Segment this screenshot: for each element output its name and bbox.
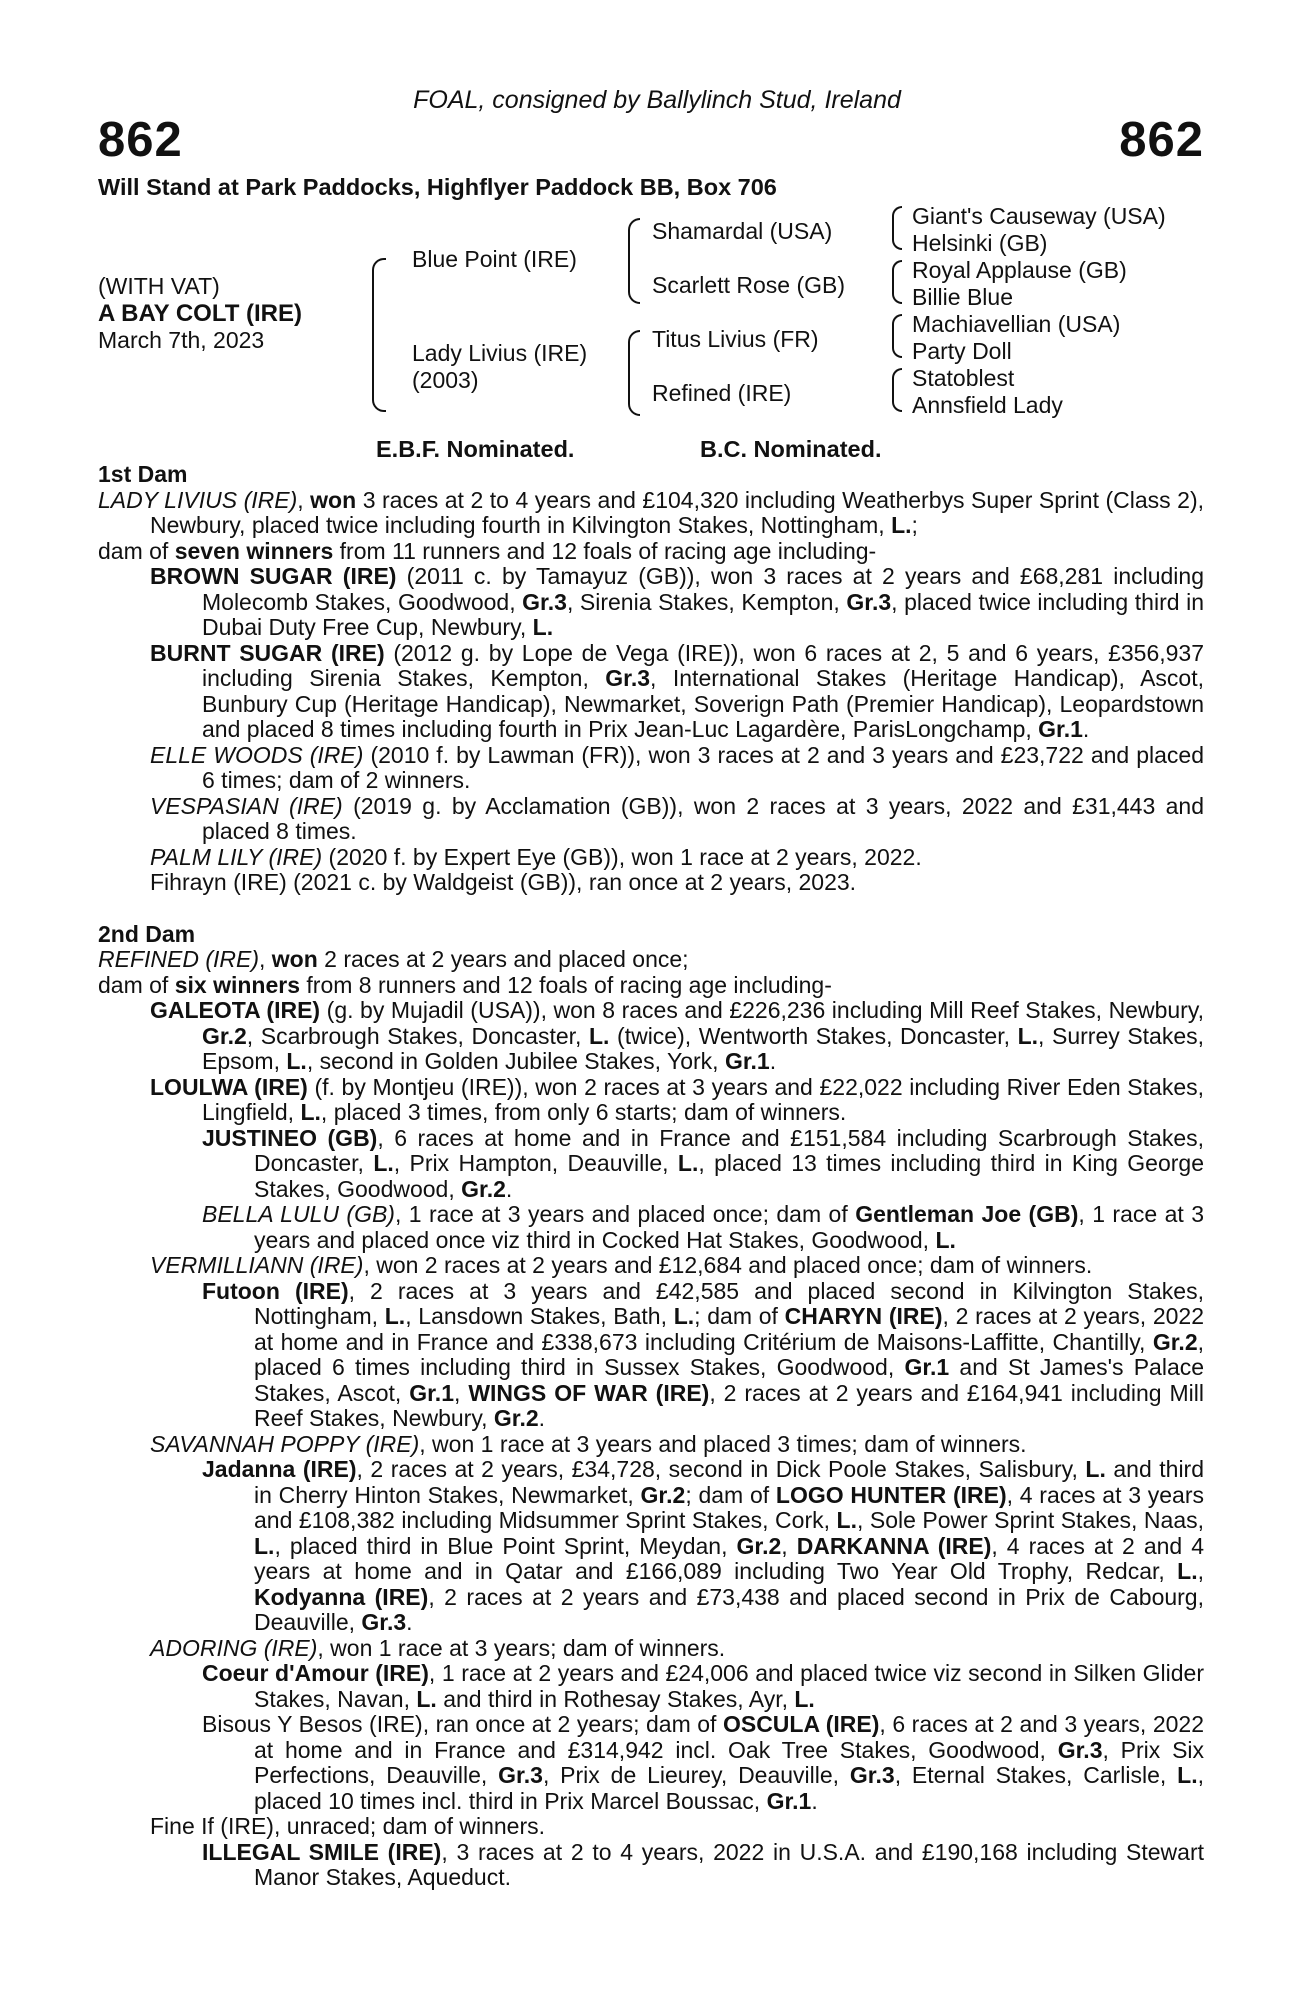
- horse-name: Jadanna (IRE): [202, 1456, 357, 1482]
- pedigree-brace-sd: [892, 260, 902, 304]
- text: 2 races at 2 years and placed once;: [324, 946, 689, 972]
- second-dam-produce-summary: [98, 973, 1204, 999]
- text: (2010 f. by Lawman (FR)), won 3 races at 2 and 3 years and £23,722 and placed 6 times; dam of 2 winners.: [202, 741, 1204, 793]
- listed-mark: L.: [673, 1303, 695, 1329]
- text: , International Stakes (Heritage Handicap), Ascot, Bunbury Cup (Heritage Handicap), Newmarket, Soverign Path (Premier Handicap), Leopardstown and placed 8 times including fourth in Prix Jean-Luc Lagardère, ParisLongchamp,: [202, 665, 1204, 742]
- listed-mark: L.: [384, 1303, 406, 1329]
- text: ,: [454, 1379, 461, 1406]
- pedigree-brace-ss: [892, 206, 902, 250]
- horse-name: DARKANNA (IRE): [796, 1532, 992, 1559]
- text: and third in Rothesay Stakes, Ayr,: [443, 1685, 788, 1712]
- text: , second in Golden Jubilee Stakes, York,: [306, 1048, 719, 1074]
- text: .: [505, 1175, 513, 1202]
- horse-name: Coeur d'Amour (IRE): [202, 1660, 429, 1686]
- produce-illegal-smile: [202, 1840, 1204, 1891]
- grade: Gr.2: [640, 1481, 686, 1508]
- text: , 1 race at 2 years and £24,006 and placed twice viz second in Silken Glider Stakes, Navan,: [254, 1660, 1204, 1712]
- dam-year: (2003): [412, 367, 479, 393]
- text: (2020 f. by Expert Eye (GB)), won 1 race at 2 years, 2022.: [328, 843, 922, 870]
- text: , Prix Six Perfections, Deauville,: [254, 1736, 1205, 1788]
- produce-vespasian: [150, 794, 1204, 845]
- text: , Lansdown Stakes, Bath,: [405, 1303, 667, 1329]
- text: (twice), Wentworth Stakes, Doncaster,: [617, 1022, 1011, 1049]
- horse-name: CHARYN (IRE): [784, 1303, 943, 1329]
- grade: Gr.2: [736, 1532, 782, 1559]
- horse-name: VERMILLIANN (IRE): [150, 1252, 364, 1278]
- text: (f. by Montjeu (IRE)), won 2 races at 3 years and £22,022 including River Eden Stakes, Lingfield,: [202, 1073, 1205, 1125]
- produce-coeur-damour: [202, 1661, 1204, 1712]
- horse-name: LOULWA (IRE): [150, 1073, 308, 1100]
- sds: Royal Applause (GB): [912, 257, 1127, 283]
- horse-name: Kodyanna (IRE): [254, 1583, 429, 1610]
- lot-number-left: 862: [98, 113, 183, 167]
- produce-loulwa: [150, 1075, 1204, 1126]
- text: Bisous Y Besos (IRE), ran once at 2 years; dam of: [202, 1711, 717, 1737]
- punct: ;: [911, 512, 918, 538]
- ssd: Helsinki (GB): [912, 230, 1048, 256]
- text: .: [406, 1609, 413, 1635]
- grade: Gr.3: [849, 1762, 895, 1788]
- horse-name: GALEOTA (IRE): [150, 997, 321, 1023]
- produce-fihrayn: Fihrayn (IRE) (2021 c. by Waldgeist (GB)), ran once at 2 years, 2023.: [150, 869, 857, 895]
- ddd: Annsfield Lady: [912, 392, 1063, 418]
- text: , Sole Power Sprint Stakes, Naas,: [856, 1507, 1205, 1533]
- produce-brown-sugar: [150, 564, 1204, 641]
- horse-name: JUSTINEO (GB): [202, 1124, 378, 1151]
- produce-bella-lulu: [202, 1202, 1204, 1253]
- text: , 1 race at 3 years and placed once viz third in Cocked Hat Stakes, Goodwood,: [254, 1201, 1204, 1253]
- grade: Gr.1: [724, 1048, 770, 1074]
- text: and third in Cherry Hinton Stakes, Newmarket,: [254, 1456, 1205, 1508]
- horse-name: Futoon (IRE): [202, 1277, 349, 1304]
- text: ,: [781, 1532, 788, 1559]
- produce-burnt-sugar: [150, 641, 1204, 743]
- produce-adoring: [150, 1636, 1204, 1662]
- text: , 2 races at 3 years and £42,585 and placed second in Kilvington Stakes, Nottingham,: [254, 1277, 1204, 1329]
- text: , Scarbrough Stakes, Doncaster,: [246, 1022, 582, 1049]
- produce-justineo: [202, 1126, 1204, 1203]
- first-dam-produce-summary: [98, 539, 1204, 565]
- text: and St James's Palace Stakes, Ascot,: [254, 1354, 1205, 1406]
- text: , Prix Hampton, Deauville,: [393, 1150, 669, 1176]
- text: , 6 races at 2 and 3 years, 2022 at home and in France and £314,942 incl. Oak Tree Stakes, Goodwood,: [254, 1711, 1204, 1763]
- pedigree-brace-sire: [628, 218, 640, 304]
- second-dam-name: REFINED (IRE): [98, 946, 259, 972]
- grade: Gr.1: [766, 1787, 812, 1814]
- spacer: [98, 896, 1204, 922]
- grade: Gr.3: [498, 1762, 543, 1788]
- horse-name: LOGO HUNTER (IRE): [775, 1481, 1007, 1508]
- listed-mark: L.: [935, 1226, 956, 1253]
- stand-location: Will Stand at Park Paddocks, Highflyer Paddock BB, Box 706: [98, 174, 777, 200]
- dam-of-label: dam of: [98, 537, 169, 564]
- dam-of-rest: from 11 runners and 12 foals of racing age including-: [339, 537, 877, 564]
- listed-mark: L.: [254, 1532, 275, 1559]
- text: , 2 races at 2 years and £73,438 and placed second in Prix de Cabourg, Deauville,: [254, 1583, 1204, 1635]
- listed-mark: L.: [416, 1685, 437, 1712]
- grade: Gr.3: [605, 665, 651, 691]
- produce-galeota: [150, 998, 1204, 1075]
- horse-name: ILLEGAL SMILE (IRE): [202, 1838, 442, 1865]
- listed-mark: L.: [794, 1685, 815, 1712]
- listed-mark: L.: [300, 1099, 321, 1125]
- first-dam-name: LADY LIVIUS (IRE): [98, 486, 298, 513]
- vat-note: (WITH VAT): [98, 273, 220, 299]
- listed-mark: L.: [1177, 1762, 1198, 1788]
- grade: Gr.1: [1038, 716, 1083, 742]
- horse-name: BROWN SUGAR (IRE): [150, 563, 397, 589]
- listed-mark: L.: [836, 1507, 857, 1533]
- horse-name: VESPASIAN (IRE): [150, 792, 343, 819]
- first-dam-heading: 1st Dam: [98, 461, 188, 487]
- sire: Blue Point (IRE): [412, 246, 577, 272]
- lot-number-right: 862: [1119, 113, 1204, 167]
- grade: Gr.3: [522, 588, 567, 615]
- grade: Gr.3: [361, 1609, 407, 1635]
- produce-jadanna: [202, 1457, 1204, 1636]
- horse-name: BURNT SUGAR (IRE): [150, 639, 385, 666]
- text: , placed 10 times incl. third in Prix Marcel Boussac,: [254, 1762, 1204, 1814]
- text: , Sirenia Stakes, Kempton,: [566, 588, 840, 615]
- text: (2011 c. by Tamayuz (GB)), won 3 races at 2 years and £68,281 including Molecomb Stakes, Goodwood,: [202, 563, 1205, 615]
- produce-savannah-poppy: [150, 1432, 1204, 1458]
- consignment-line: FOAL, consigned by Ballylinch Stud, Ireland: [413, 86, 901, 114]
- listed-mark: L.: [1085, 1456, 1106, 1482]
- grade: Gr.3: [1057, 1736, 1103, 1763]
- won-label: won: [271, 946, 318, 972]
- produce-palm-lily: [150, 845, 1204, 871]
- dam-dam: Refined (IRE): [652, 380, 792, 406]
- text: (g. by Mujadil (USA)), won 8 races and £226,236 including Mill Reef Stakes, Newbury,: [326, 997, 1204, 1023]
- horse-name: OSCULA (IRE): [722, 1711, 880, 1737]
- text: , won 1 race at 3 years and placed 3 times; dam of winners.: [419, 1430, 1027, 1457]
- text: .: [811, 1787, 818, 1814]
- listed-mark: L.: [1017, 1022, 1039, 1049]
- text: .: [1082, 716, 1090, 742]
- horse-name: Gentleman Joe (GB): [855, 1201, 1079, 1227]
- text: , 3 races at 2 to 4 years, 2022 in U.S.A. and £190,168 including Stewart Manor Stakes, Aqueduct.: [254, 1838, 1204, 1890]
- dam-sire: Titus Livius (FR): [652, 326, 819, 352]
- won-label: won: [310, 486, 357, 513]
- sss: Giant's Causeway (USA): [912, 203, 1166, 229]
- grade: Gr.2: [1152, 1328, 1198, 1355]
- dam-of-label: dam of: [98, 971, 169, 998]
- horse-name: PALM LILY (IRE): [150, 843, 323, 870]
- grade: Gr.2: [493, 1405, 539, 1431]
- text: ; dam of: [694, 1303, 778, 1329]
- listed-mark: L.: [286, 1048, 307, 1074]
- grade: Gr.1: [409, 1379, 454, 1406]
- horse-name: A BAY COLT (IRE): [98, 300, 303, 327]
- first-dam-record: LADY LIVIUS (IRE), won 3 races at 2 to 4 years and £104,320 including Weatherbys Super Sprint (Class 2), Newbury, placed twice including fourth in Kilvington Stakes, Nottingham, L.;: [98, 486, 1205, 538]
- text: , placed 13 times including third in King George Stakes, Goodwood,: [254, 1150, 1205, 1202]
- winners-count: seven winners: [174, 537, 334, 564]
- second-dam-record: REFINED (IRE), won 2 races at 2 years and placed once;: [98, 946, 689, 972]
- sire-dam: Scarlett Rose (GB): [652, 272, 845, 298]
- text: , 4 races at 3 years and £108,382 including Midsummer Sprint Stakes, Cork,: [254, 1481, 1204, 1533]
- pedigree-brace-dd: [892, 368, 902, 412]
- text: (2012 g. by Lope de Vega (IRE)), won 6 races at 2, 5 and 6 years, £356,937 including Sirenia Stakes, Kempton,: [202, 639, 1205, 691]
- foaling-date: March 7th, 2023: [98, 327, 265, 353]
- grade: Gr.2: [461, 1175, 506, 1202]
- text: .: [538, 1405, 546, 1431]
- text: ,: [1197, 1558, 1205, 1584]
- winners-count: six winners: [174, 971, 300, 998]
- listed-mark: L.: [589, 1022, 610, 1049]
- horse-name: ADORING (IRE): [150, 1634, 318, 1661]
- text: , 2 races at 2 years and £164,941 including Mill Reef Stakes, Newbury,: [254, 1379, 1204, 1431]
- horse-name: WINGS OF WAR (IRE): [468, 1379, 710, 1406]
- dam-of-rest: from 8 runners and 12 foals of racing age including-: [306, 971, 832, 998]
- text: , placed 3 times, from only 6 starts; dam of winners.: [320, 1099, 847, 1125]
- pedigree-brace-main: [372, 258, 386, 412]
- listed-mark: L.: [373, 1150, 394, 1176]
- text: , 4 races at 2 and 4 years at home and in Qatar and £166,089 including Two Year Old Trophy, Redcar,: [254, 1532, 1205, 1584]
- grade: Gr.3: [846, 588, 892, 615]
- sdd: Billie Blue: [912, 284, 1013, 310]
- dam: Lady Livius (IRE): [412, 340, 588, 366]
- sire-sire: Shamardal (USA): [652, 218, 833, 244]
- text: , placed third in Blue Point Sprint, Meydan,: [274, 1532, 728, 1559]
- second-dam-heading: 2nd Dam: [98, 920, 196, 947]
- text: , Prix de Lieurey, Deauville,: [542, 1762, 840, 1788]
- text: , Surrey Stakes, Epsom,: [202, 1022, 1205, 1074]
- text: , won 2 races at 2 years and £12,684 and placed once; dam of winners.: [363, 1252, 1093, 1278]
- produce-futoon: [202, 1279, 1204, 1432]
- bc-nominated: B.C. Nominated.: [700, 436, 882, 462]
- text: ; dam of: [685, 1481, 770, 1508]
- produce-fine-if: Fine If (IRE), unraced; dam of winners.: [150, 1813, 545, 1839]
- text: , 6 races at home and in France and £151,584 including Scarbrough Stakes, Doncaster,: [254, 1124, 1204, 1176]
- first-dam-desc: 3 races at 2 to 4 years and £104,320 including Weatherbys Super Sprint (Class 2), Newbury, placed twice including fourth in Kilvington Stakes, Nottingham,: [150, 486, 1205, 538]
- text: , 2 races at 2 years, 2022 at home and in France and £338,673 including Critérium de Maisons-Laffitte, Chantilly,: [254, 1303, 1205, 1355]
- grade: Gr.2: [202, 1022, 247, 1049]
- catalogue-body: [98, 462, 1204, 1891]
- horse-name: SAVANNAH POPPY (IRE): [150, 1430, 420, 1457]
- produce-vermilliann: [150, 1253, 1204, 1279]
- produce-bisous-y-besos: [202, 1712, 1204, 1814]
- produce-elle-woods: [150, 743, 1204, 794]
- dss: Machiavellian (USA): [912, 311, 1121, 337]
- listed-mark: L.: [677, 1150, 699, 1176]
- listed-mark: L.: [532, 614, 554, 640]
- text: , placed 6 times including third in Sussex Stakes, Goodwood,: [254, 1328, 1205, 1380]
- text: (2019 g. by Acclamation (GB)), won 2 races at 3 years, 2022 and £31,443 and placed 8 times.: [202, 792, 1205, 844]
- text: , Eternal Stakes, Carlisle,: [894, 1762, 1167, 1788]
- text: , won 1 race at 3 years; dam of winners.: [317, 1634, 726, 1661]
- dds: Statoblest: [912, 365, 1015, 391]
- text: , placed twice including third in Dubai Duty Free Cup, Newbury,: [202, 588, 1205, 640]
- text: .: [769, 1048, 777, 1074]
- pedigree-brace-ds: [892, 314, 902, 358]
- listed-mark: L.: [891, 512, 912, 538]
- listed-mark: L.: [1177, 1558, 1198, 1584]
- text: , 2 races at 2 years, £34,728, second in Dick Poole Stakes, Salisbury,: [356, 1456, 1078, 1482]
- text: , 1 race at 3 years and placed once; dam of: [394, 1201, 848, 1227]
- dsd: Party Doll: [912, 338, 1012, 364]
- grade: Gr.1: [904, 1354, 950, 1380]
- ebf-nominated: E.B.F. Nominated.: [376, 436, 575, 462]
- pedigree-brace-dam: [628, 330, 640, 416]
- horse-name: BELLA LULU (GB): [202, 1201, 395, 1227]
- horse-name: ELLE WOODS (IRE): [150, 741, 364, 768]
